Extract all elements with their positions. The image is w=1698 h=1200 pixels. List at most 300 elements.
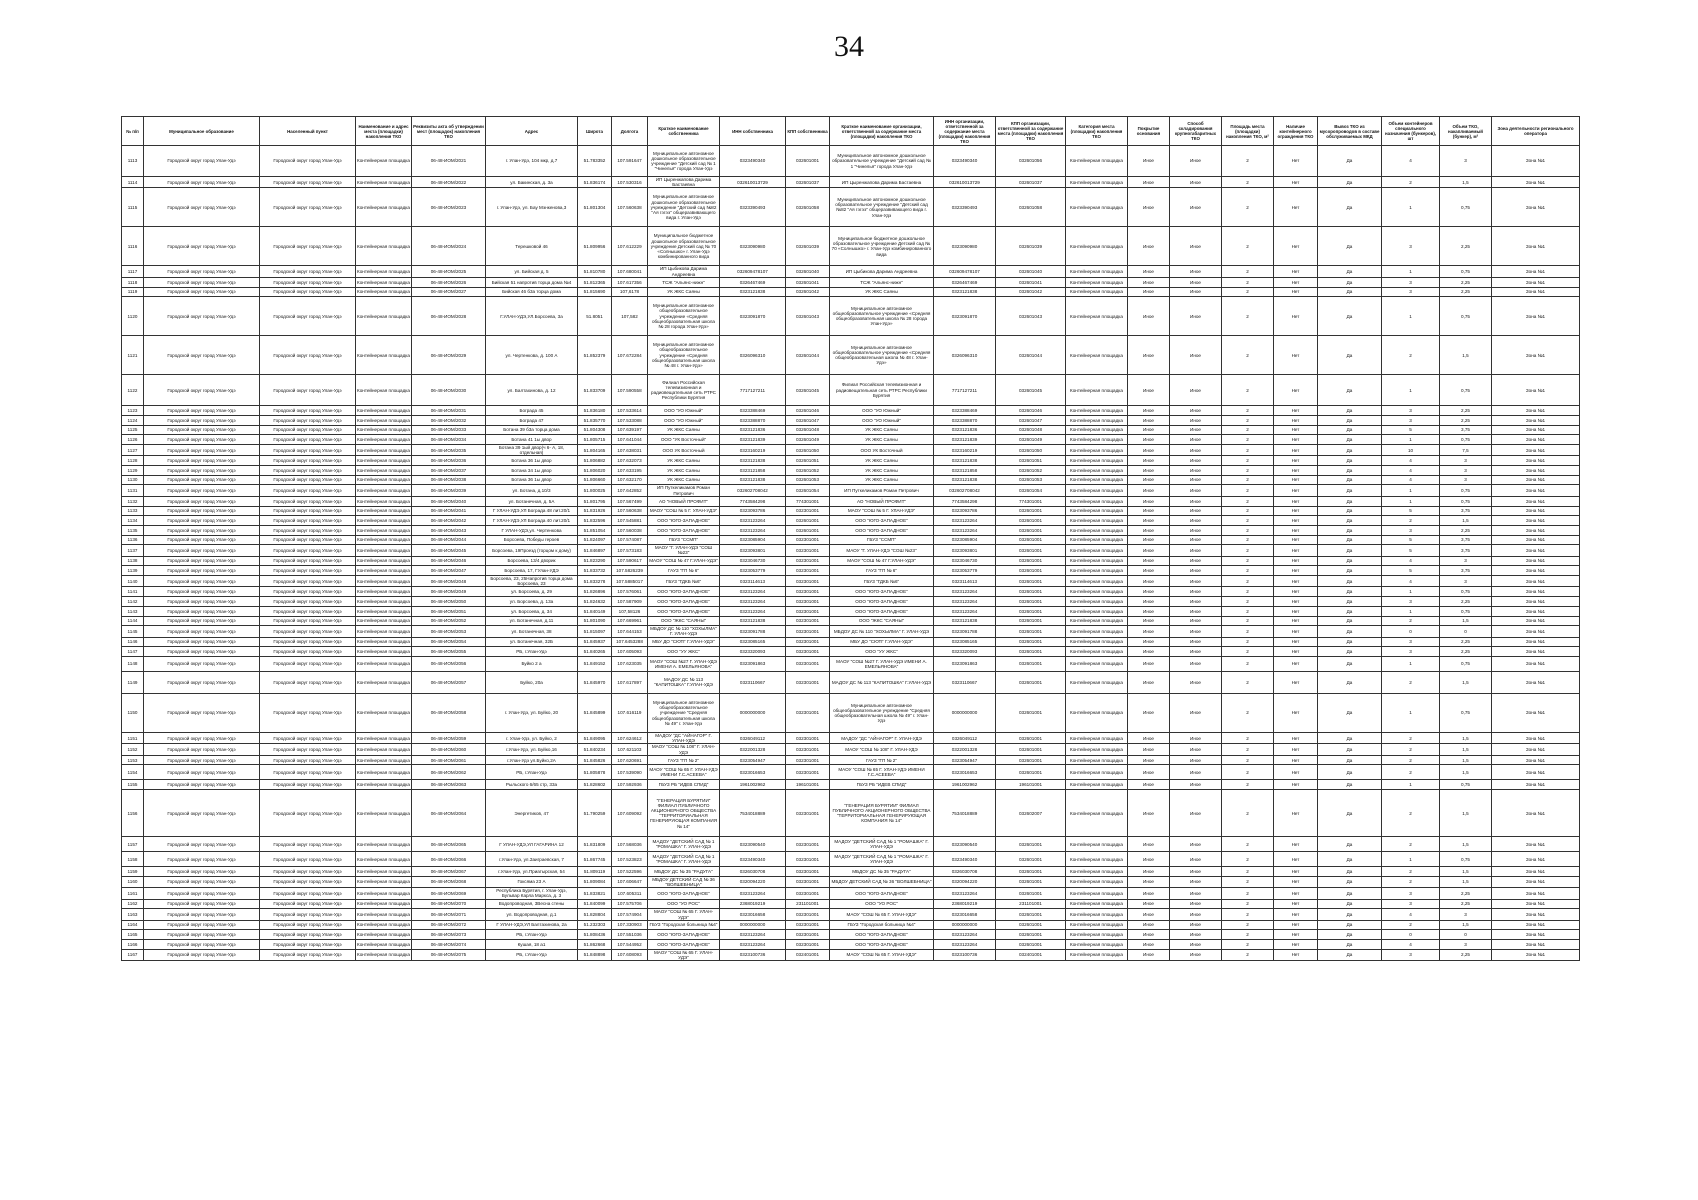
table-cell: 2 — [1222, 920, 1274, 930]
table-cell: Контейнерная площадка — [356, 949, 412, 960]
table-cell: Городской округ город Улан-Удэ — [260, 899, 356, 909]
table-cell: Зона №1 — [1492, 485, 1580, 496]
table-cell: 3,75 — [1440, 545, 1492, 556]
table-row — [122, 496, 1580, 506]
table-cell: ИП Цыбикова Дарима Андреевна — [648, 266, 720, 277]
table-cell: Да — [1318, 516, 1382, 526]
table-cell: 032601001 — [996, 765, 1066, 780]
table-cell: 51.846897 — [578, 545, 612, 556]
table-cell: 032601047 — [786, 415, 830, 425]
table-cell: ТСЖ "Альянс-нижн" — [648, 277, 720, 287]
table-row — [122, 837, 1580, 852]
table-cell: Городской округ город Улан-Удэ — [260, 671, 356, 693]
table-cell: 0323091788 — [934, 626, 996, 637]
table-cell: 107.6453288 — [612, 637, 648, 647]
table-cell: 032301001 — [786, 671, 830, 693]
table-cell: Иное — [1170, 456, 1222, 466]
table-cell: 2 — [1222, 266, 1274, 277]
table-cell: 032601001 — [996, 837, 1066, 852]
table-cell: 032601039 — [996, 227, 1066, 266]
table-cell: 2 — [1222, 506, 1274, 516]
table-cell: Нет — [1274, 525, 1318, 535]
table-cell: 107.530316 — [612, 177, 648, 188]
table-cell: 1,5 — [1440, 744, 1492, 755]
table-cell: 3,75 — [1440, 535, 1492, 545]
table-row — [122, 920, 1580, 930]
table-cell: Городской округ город Улан-Удэ — [144, 637, 260, 647]
table-cell: Контейнерная площадка — [356, 177, 412, 188]
table-cell: Зона №1 — [1492, 899, 1580, 909]
table-cell: Иное — [1170, 545, 1222, 556]
table-cell: 2 — [1222, 466, 1274, 476]
table-cell: Городской округ город Улан-Удэ — [144, 837, 260, 852]
table-cell: 0323121839 — [720, 435, 786, 445]
table-cell: 0323121838 — [720, 475, 786, 485]
table-cell: Городской округ город Улан-Удэ — [144, 852, 260, 867]
table-cell: 5 — [1382, 425, 1440, 435]
table-cell: 032301001 — [786, 755, 830, 765]
table-cell: 107.680041 — [612, 266, 648, 277]
table-cell: Контейнерная площадка — [356, 647, 412, 657]
table-cell: 107.567499 — [612, 496, 648, 506]
table-cell: 1129 — [122, 466, 144, 476]
table-cell: Зона №1 — [1492, 930, 1580, 940]
table-cell: Да — [1318, 287, 1382, 297]
table-cell: 2 — [1382, 177, 1440, 188]
table-cell: 032301001 — [786, 765, 830, 780]
table-cell: 06-48-ИОМ/2073 — [412, 930, 486, 940]
table-cell: 107.669961 — [612, 616, 648, 626]
table-cell: Иное — [1170, 297, 1222, 336]
table-cell: Нет — [1274, 867, 1318, 877]
table-cell: Городской округ город Улан-Удэ — [144, 576, 260, 587]
table-cell: Да — [1318, 425, 1382, 435]
table-cell: Иное — [1170, 266, 1222, 277]
table-cell: Городской округ город Улан-Удэ — [260, 909, 356, 920]
table-row — [122, 597, 1580, 607]
table-cell: Нет — [1274, 852, 1318, 867]
table-cell: Муниципальное автономное общеобразовательное учреждение «Средняя общеобразовательная школа № 48 г. Улан-Удэ» — [830, 336, 934, 375]
table-cell: Иное — [1170, 755, 1222, 765]
table-cell: ООО "УО РОС" — [830, 899, 934, 909]
table-cell: 1 — [1382, 606, 1440, 616]
table-cell: Иное — [1170, 780, 1222, 790]
table-cell: Контейнерная площадка — [1066, 566, 1128, 576]
table-cell: 3 — [1440, 475, 1492, 485]
table-cell: 51.804165 — [578, 444, 612, 455]
table-cell: 2 — [1222, 227, 1274, 266]
table-cell: 107.617356 — [612, 277, 648, 287]
table-cell: Городской округ город Улан-Удэ — [144, 755, 260, 765]
table-cell: ООО "ЮГО-ЗАПАДНОЕ" — [648, 516, 720, 526]
table-cell: Контейнерная площадка — [356, 496, 412, 506]
table-cell: 4 — [1382, 475, 1440, 485]
table-cell: ул. Борсоева, д. 34 — [486, 606, 578, 616]
table-cell: 0323090540 — [720, 837, 786, 852]
table-cell: 107.639197 — [612, 425, 648, 435]
table-cell: 032601050 — [996, 444, 1066, 455]
table-cell: 032601001 — [996, 693, 1066, 732]
table-cell: Иное — [1170, 637, 1222, 647]
table-cell: 107.560038 — [612, 525, 648, 535]
table-cell: 51.831809 — [578, 837, 612, 852]
table-cell: 1144 — [122, 616, 144, 626]
table-cell: Да — [1318, 949, 1382, 960]
table-cell: 2,25 — [1440, 227, 1492, 266]
table-cell: ГБУЗ "ССМП" — [830, 535, 934, 545]
table-cell: 06-48-ИОМ/2056 — [412, 656, 486, 671]
table-cell: 06-48-ИОМ/2071 — [412, 909, 486, 920]
table-cell: Зона №1 — [1492, 336, 1580, 375]
table-cell: Ботана 34 1ы двор — [486, 466, 578, 476]
table-cell: МБДОУ ДС № 110 "ХОХЫЛМА" Г. УЛАН-УДЭ — [648, 626, 720, 637]
table-cell: 06-48-ИОМ/2040 — [412, 496, 486, 506]
table-cell: 0323085904 — [720, 535, 786, 545]
table-cell: Городской округ город Улан-Удэ — [144, 647, 260, 657]
table-cell: 2 — [1222, 475, 1274, 485]
table-cell: Зона №1 — [1492, 406, 1580, 416]
table-cell: МАОУ "СОШ № 65 Г. УЛАН-УДЭ" — [830, 909, 934, 920]
table-cell: МАДОУ ДС № 113 "КАПИТОШКА" Г.УЛАН-УДЭ — [830, 671, 934, 693]
table-cell: 0323110667 — [720, 671, 786, 693]
table-cell: Контейнерная площадка — [1066, 287, 1128, 297]
table-cell: Зона №1 — [1492, 425, 1580, 435]
table-cell: Городской округ город Улан-Удэ — [144, 566, 260, 576]
table-cell: МАОУ "Г. УЛАН-УДЭ "СОШ №23" — [648, 545, 720, 556]
table-cell: 107.638031 — [612, 444, 648, 455]
table-cell: 032601043 — [786, 297, 830, 336]
table-cell: 5 — [1382, 535, 1440, 545]
table-cell: 032602708042 — [934, 485, 996, 496]
table-cell: Нет — [1274, 790, 1318, 837]
table-cell: 107.533088 — [612, 415, 648, 425]
table-cell: Зона №1 — [1492, 587, 1580, 597]
table-cell: Нет — [1274, 535, 1318, 545]
table-cell: Контейнерная площадка — [1066, 656, 1128, 671]
table-cell: 1151 — [122, 732, 144, 743]
table-cell: 51.862668 — [578, 940, 612, 950]
table-cell: ООО "ЮГО-ЗАПАДНОЕ" — [830, 888, 934, 899]
table-cell: 2 — [1222, 671, 1274, 693]
table-cell: ул. Балтахинова, д. 12 — [486, 375, 578, 406]
table-cell: 032601001 — [996, 852, 1066, 867]
table-cell: 2,25 — [1440, 287, 1492, 297]
table-cell: 0323110667 — [934, 671, 996, 693]
table-cell: Контейнерная площадка — [1066, 949, 1128, 960]
table-cell: 032301001 — [786, 790, 830, 837]
column-header: Способ складирования крупногабаритных ТКО — [1170, 117, 1222, 146]
table-cell: Иное — [1128, 425, 1170, 435]
table-cell: 1119 — [122, 287, 144, 297]
table-cell: Городской округ город Улан-Удэ — [144, 506, 260, 516]
table-cell: Иное — [1170, 516, 1222, 526]
table-cell: Контейнерная площадка — [1066, 475, 1128, 485]
table-cell: Иное — [1128, 516, 1170, 526]
table-row — [122, 732, 1580, 743]
table-cell: 2 — [1222, 375, 1274, 406]
table-cell: 06-48-ИОМ/2030 — [412, 375, 486, 406]
table-cell: Нет — [1274, 287, 1318, 297]
table-cell: 2 — [1222, 867, 1274, 877]
table-cell: 2 — [1382, 616, 1440, 626]
table-cell: МАОУ "СОШ № 65 Г. УЛАН-УДЭ" — [830, 949, 934, 960]
table-cell: Городской округ город Улан-Удэ — [144, 266, 260, 277]
table-cell: ООО "ЮГО-ЗАПАДНОЕ" — [648, 525, 720, 535]
table-cell: Нет — [1274, 693, 1318, 732]
table-cell: Бограда 45 — [486, 406, 578, 416]
table-cell: Борсоева, Победы героев — [486, 535, 578, 545]
table-cell: 2 — [1222, 780, 1274, 790]
table-cell: Иное — [1170, 671, 1222, 693]
table-cell: 2 — [1382, 790, 1440, 837]
table-cell: 032601052 — [996, 466, 1066, 476]
table-row — [122, 444, 1580, 455]
table-cell: 06-48-ИОМ/2069 — [412, 888, 486, 899]
table-cell: 51.833732 — [578, 566, 612, 576]
table-cell: ул. Бийская д. 5 — [486, 266, 578, 277]
column-header: Зона деятельности регионального оператора — [1492, 117, 1580, 146]
table-cell: Зона №1 — [1492, 227, 1580, 266]
table-cell: Нет — [1274, 765, 1318, 780]
table-cell: Контейнерная площадка — [1066, 790, 1128, 837]
table-cell: 0320094220 — [934, 876, 996, 887]
table-row — [122, 535, 1580, 545]
table-cell: ООО "ЮГО-ЗАПАДНОЕ" — [830, 516, 934, 526]
table-cell: Иное — [1170, 597, 1222, 607]
table-cell: 1,5 — [1440, 732, 1492, 743]
table-cell: 1165 — [122, 930, 144, 940]
table-cell: 2,25 — [1440, 899, 1492, 909]
table-cell: 4 — [1382, 556, 1440, 566]
header-row — [122, 117, 1580, 146]
table-cell: 51.815097 — [578, 626, 612, 637]
registry-table — [121, 116, 1580, 961]
table-cell: 06-48-ИОМ/2026 — [412, 277, 486, 287]
table-cell: Иное — [1128, 920, 1170, 930]
table-cell: 0323091870 — [720, 297, 786, 336]
table-cell: Зона №1 — [1492, 506, 1580, 516]
table-cell: 032601001 — [996, 587, 1066, 597]
table-cell: Зона №1 — [1492, 888, 1580, 899]
table-cell: Городской округ город Улан-Удэ — [144, 949, 260, 960]
table-cell: Да — [1318, 475, 1382, 485]
table-cell: Зона №1 — [1492, 496, 1580, 506]
table-cell: 231101001 — [786, 899, 830, 909]
table-cell: 2 — [1382, 336, 1440, 375]
table-cell: 032601001 — [996, 930, 1066, 940]
table-cell: Контейнерная площадка — [1066, 909, 1128, 920]
table-cell: УК ЖКС Саяны — [648, 466, 720, 476]
table-cell: 032301001 — [786, 606, 830, 616]
table-cell: 1113 — [122, 146, 144, 177]
table-cell: Иное — [1170, 188, 1222, 227]
table-cell: Да — [1318, 466, 1382, 476]
table-cell: АО "НОВЫЙ ПРОФИТ" — [648, 496, 720, 506]
table-cell: Контейнерная площадка — [1066, 496, 1128, 506]
table-cell: Зона №1 — [1492, 566, 1580, 576]
table-cell: 06-48-ИОМ/2039 — [412, 485, 486, 496]
table-cell: ул. Бакинская, д. 3а — [486, 177, 578, 188]
table-row — [122, 466, 1580, 476]
table-cell: Городской округ город Улан-Удэ — [144, 297, 260, 336]
table-cell: 2 — [1382, 765, 1440, 780]
table-cell: Нет — [1274, 876, 1318, 887]
table-cell: 0323121858 — [934, 466, 996, 476]
table-cell: 107.621103 — [612, 744, 648, 755]
table-cell: 1 — [1382, 485, 1440, 496]
table-cell: МАОУ "СОШ № 108" Г. УЛАН-УДЭ — [648, 744, 720, 755]
table-cell: 1132 — [122, 496, 144, 506]
table-cell: Городской округ город Улан-Удэ — [260, 177, 356, 188]
table-cell: ООО "ЮГО-ЗАПАДНОЕ" — [830, 930, 934, 940]
table-cell: Нет — [1274, 475, 1318, 485]
table-cell: 7717127211 — [720, 375, 786, 406]
table-cell: 2 — [1222, 616, 1274, 626]
table-cell: 032601049 — [996, 435, 1066, 445]
table-cell: 06-48-ИОМ/2042 — [412, 516, 486, 526]
table-cell: Да — [1318, 545, 1382, 556]
table-cell: 032601041 — [996, 277, 1066, 287]
table-cell: Иное — [1170, 485, 1222, 496]
table-cell: 107.587909 — [612, 597, 648, 607]
table-cell: МАОУ "СОШ №27 Г. УЛАН-УДЭ ИМЕНИ А. ЕМЕЛЬЯНОВА" — [648, 656, 720, 671]
table-cell: Нет — [1274, 616, 1318, 626]
table-cell: 51.809956 — [578, 227, 612, 266]
table-cell: Иное — [1128, 744, 1170, 755]
table-cell: 1117 — [122, 266, 144, 277]
table-cell: Нет — [1274, 435, 1318, 445]
table-row — [122, 406, 1580, 416]
table-cell: Нет — [1274, 899, 1318, 909]
table-cell: МАДОУ "ДЕТСКИЙ САД № 1 "РОМАШКА" Г. УЛАН-УДЭ — [648, 837, 720, 852]
table-cell: 0323123264 — [934, 606, 996, 616]
table-cell: 4 — [1382, 940, 1440, 950]
table-cell: Да — [1318, 177, 1382, 188]
table-cell: Зона №1 — [1492, 637, 1580, 647]
table-cell: ООО УК Восточный — [648, 444, 720, 455]
table-cell: 1,5 — [1440, 755, 1492, 765]
table-cell: 0323388870 — [934, 415, 996, 425]
table-row — [122, 744, 1580, 755]
table-cell: 1147 — [122, 647, 144, 657]
table-cell: Зона №1 — [1492, 790, 1580, 837]
table-cell: 3,75 — [1440, 506, 1492, 516]
table-cell: 0323388469 — [934, 406, 996, 416]
table-cell: 0326096310 — [720, 336, 786, 375]
table-cell: 107.523823 — [612, 852, 648, 867]
table-cell: Да — [1318, 626, 1382, 637]
table-cell: 0323123264 — [720, 587, 786, 597]
table-cell: Нет — [1274, 949, 1318, 960]
table-cell: Иное — [1128, 597, 1170, 607]
table-cell: Иное — [1128, 647, 1170, 657]
table-cell: Контейнерная площадка — [1066, 297, 1128, 336]
table-cell: Контейнерная площадка — [1066, 671, 1128, 693]
table-cell: 1161 — [122, 888, 144, 899]
table-cell: Иное — [1128, 146, 1170, 177]
table-cell: 032301001 — [786, 744, 830, 755]
table-cell: 51.804308 — [578, 425, 612, 435]
table-cell: Нет — [1274, 444, 1318, 455]
table-cell: Контейнерная площадка — [356, 852, 412, 867]
table-cell: 51.232303 — [578, 920, 612, 930]
table-cell: МАОУ "СОШ № 65 Г. УЛАН-УДЭ" — [648, 949, 720, 960]
table-cell: 06-48-ИОМ/2049 — [412, 587, 486, 597]
table-cell: 107.574904 — [612, 909, 648, 920]
table-cell: 0,75 — [1440, 435, 1492, 445]
table-cell: 06-48-ИОМ/2060 — [412, 744, 486, 755]
table-cell: 774301001 — [996, 496, 1066, 506]
table-cell: Контейнерная площадка — [1066, 556, 1128, 566]
table-cell: 51.809119 — [578, 867, 612, 877]
table-cell: Иное — [1170, 576, 1222, 587]
table-cell: ул. Ботана, д.10/3 — [486, 485, 578, 496]
table-cell: Контейнерная площадка — [1066, 930, 1128, 940]
table-cell: Иное — [1170, 425, 1222, 435]
table-cell: 06-48-ИОМ/2065 — [412, 837, 486, 852]
column-header: Населенный пункт — [260, 117, 356, 146]
table-cell: МБДОУ ДС № 110 "ХОХЫЛМА" Г. УЛАН-УДЭ — [830, 626, 934, 637]
column-header: Объем ТКО, накапливаемый (бункер), м³ — [1440, 117, 1492, 146]
table-cell: Городской округ город Улан-Удэ — [144, 227, 260, 266]
table-cell: Иное — [1128, 227, 1170, 266]
table-cell: Борсоева, 13/4 дворик — [486, 556, 578, 566]
table-cell: 0323093801 — [720, 545, 786, 556]
column-header: Площадь места (площадки) накопления ТКО, м² — [1222, 117, 1274, 146]
table-cell: МАДОУ "ДС "АЙНАГОР" Г. УЛАН-УДЭ — [648, 732, 720, 743]
table-cell: Иное — [1170, 888, 1222, 899]
table-cell: Городской округ город Улан-Удэ — [260, 626, 356, 637]
table-cell: 51.833709 — [578, 375, 612, 406]
table-cell: Иное — [1128, 930, 1170, 940]
table-cell: 1115 — [122, 188, 144, 227]
table-cell: ООО "ЮГО-ЗАПАДНОЕ" — [830, 940, 934, 950]
table-cell: Да — [1318, 888, 1382, 899]
table-cell: 1164 — [122, 920, 144, 930]
table-cell: Нет — [1274, 227, 1318, 266]
table-cell: 06-48-ИОМ/2067 — [412, 867, 486, 877]
table-cell: 51.845937 — [578, 637, 612, 647]
table-cell: Контейнерная площадка — [356, 485, 412, 496]
table-cell: Да — [1318, 940, 1382, 950]
table-cell: 032301001 — [786, 837, 830, 852]
table-cell: 032601001 — [786, 516, 830, 526]
table-cell: Иное — [1170, 475, 1222, 485]
table-cell: Городской округ город Улан-Удэ — [144, 693, 260, 732]
table-cell: 032601001 — [996, 566, 1066, 576]
table-cell: Зона №1 — [1492, 456, 1580, 466]
table-cell: 032601058 — [786, 188, 830, 227]
table-cell: 2 — [1382, 744, 1440, 755]
column-header: Наименование и адрес места (площадки) накопления ТКО — [356, 117, 412, 146]
table-cell: Зона №1 — [1492, 435, 1580, 445]
table-cell: Городской округ город Улан-Удэ — [260, 587, 356, 597]
table-cell: 032601054 — [786, 485, 830, 496]
table-cell: Борсоева, 17, ГУлан-УДЭ — [486, 566, 578, 576]
table-cell: г.Улан-Удэ, ул.Приатырская, 54 — [486, 867, 578, 877]
table-cell: Городской округ город Улан-Удэ — [144, 425, 260, 435]
table-cell: Контейнерная площадка — [356, 920, 412, 930]
table-cell: 7534018889 — [934, 790, 996, 837]
table-cell: 51.852379 — [578, 336, 612, 375]
table-cell: 032301001 — [786, 732, 830, 743]
table-cell: Контейнерная площадка — [1066, 375, 1128, 406]
table-cell: 1116 — [122, 227, 144, 266]
table-cell: 51.833821 — [578, 888, 612, 899]
table-row — [122, 297, 1580, 336]
table-cell: 1118 — [122, 277, 144, 287]
table-cell: 032301001 — [786, 693, 830, 732]
